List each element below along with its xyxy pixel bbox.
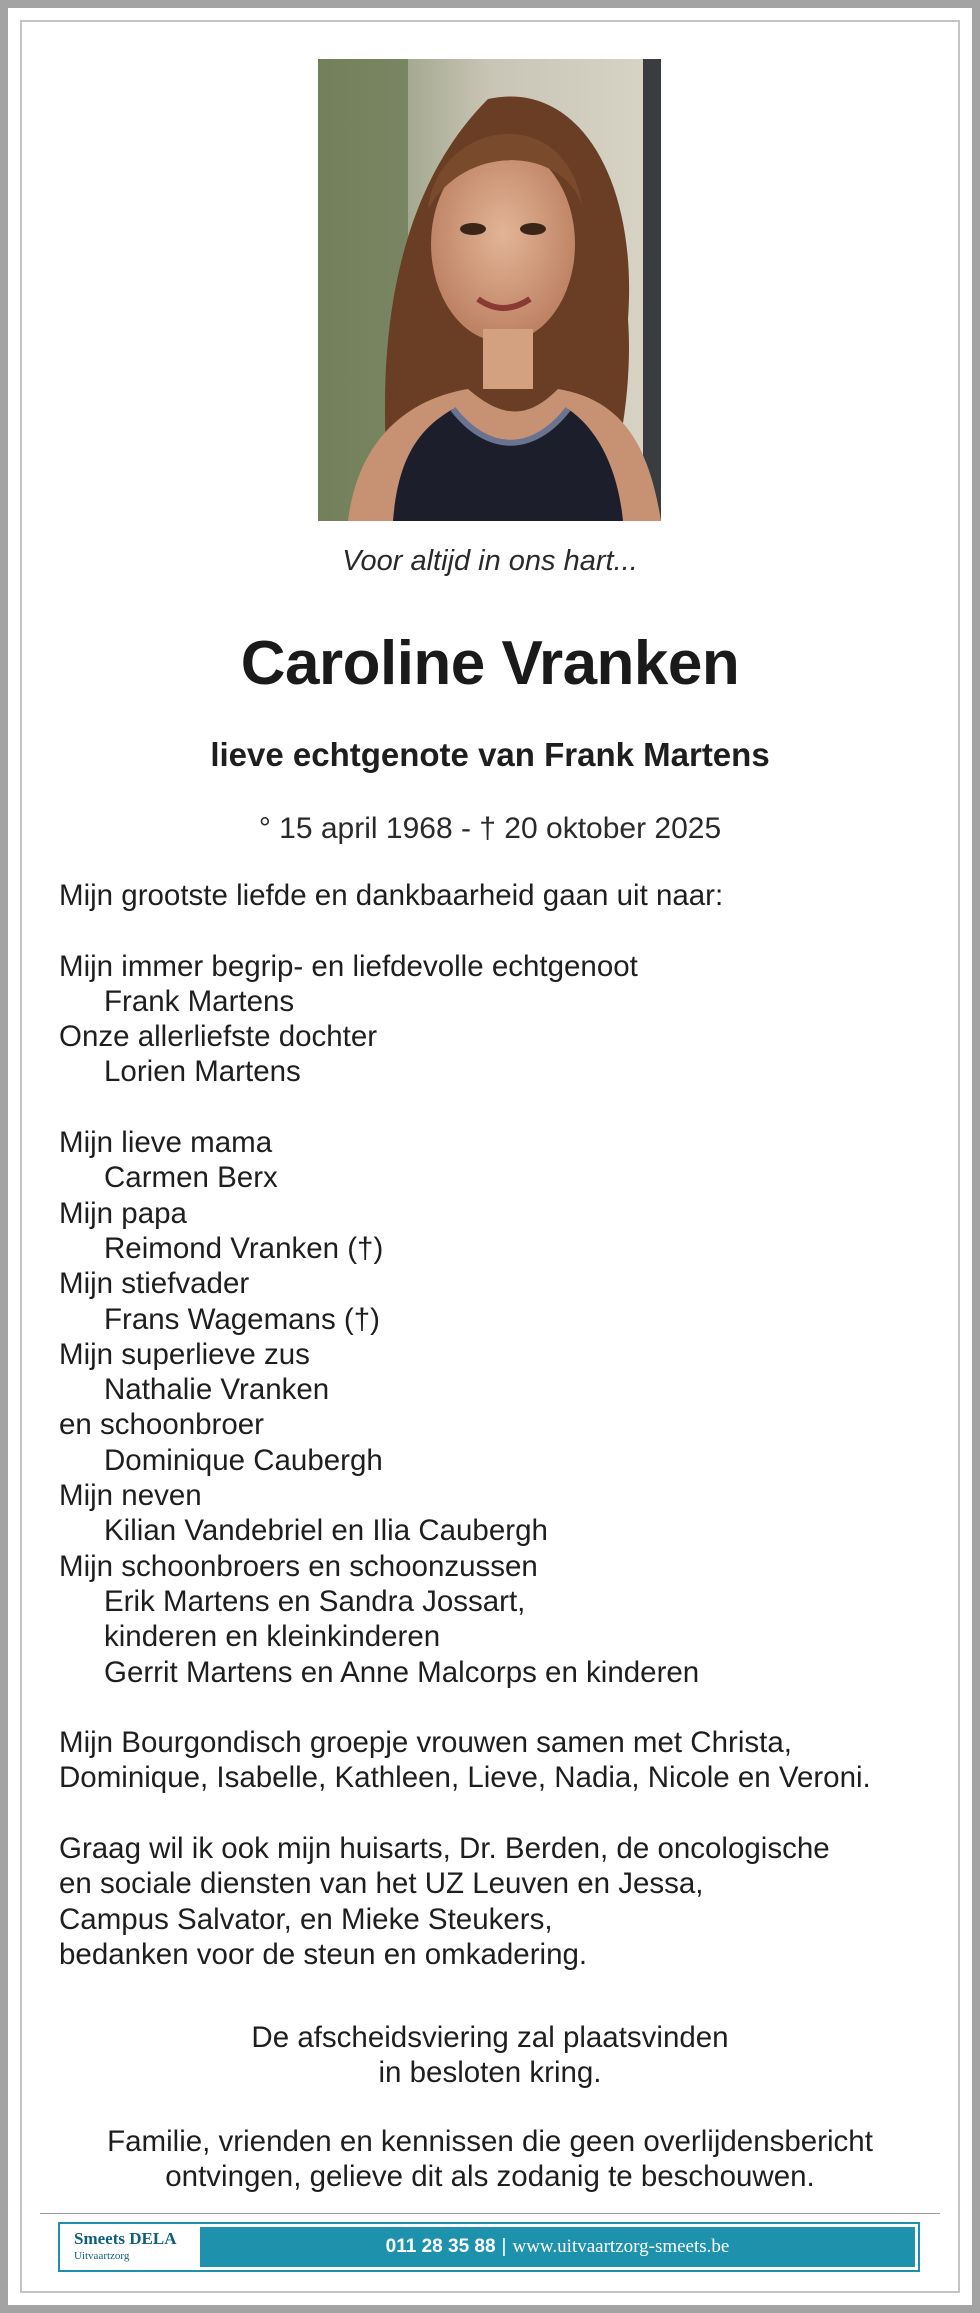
friends-line: Mijn Bourgondisch groepje vrouwen samen met Christa, xyxy=(59,1726,792,1760)
notice-line: ontvingen, gelieve dit als zodanig te beschouwen. xyxy=(165,2160,815,2194)
notice-line: Familie, vrienden en kennissen die geen overlijdensbericht xyxy=(107,2125,873,2158)
spacer xyxy=(59,913,939,948)
spacer xyxy=(59,1090,939,1125)
thanks-line: Campus Salvator, en Mieke Steukers, xyxy=(59,1902,553,1936)
ceremony-notice xyxy=(0,2020,980,2091)
relative-line: Mijn superlieve zus xyxy=(59,1337,310,1371)
notice-body xyxy=(59,878,939,1972)
family-line: Frank Martens xyxy=(104,984,295,1018)
relative-line: Carmen Berx xyxy=(104,1161,278,1195)
relative-line: Mijn stiefvader xyxy=(59,1267,250,1301)
relative-line: Reimond Vranken (†) xyxy=(104,1231,384,1265)
intro-line: Mijn grootste liefde en dankbaarheid gaan uit naar: xyxy=(59,879,724,912)
spacer xyxy=(59,1796,939,1831)
phone-number[interactable]: 011 28 35 88 xyxy=(385,2236,496,2257)
relative-line: Dominique Caubergh xyxy=(104,1443,383,1477)
ceremony-line: De afscheidsviering zal plaatsvinden xyxy=(251,2021,729,2054)
friends-line: Dominique, Isabelle, Kathleen, Lieve, Nadia, Nicole en Veroni. xyxy=(59,1761,871,1795)
spacer xyxy=(59,1690,939,1725)
relative-line: Frans Wagemans (†) xyxy=(104,1302,380,1336)
relative-line: Mijn papa xyxy=(59,1196,187,1230)
thanks-line: Graag wil ik ook mijn huisarts, Dr. Berden, de oncologische xyxy=(59,1832,830,1866)
funeral-home-footer xyxy=(58,2222,920,2272)
relative-line: Mijn neven xyxy=(59,1479,202,1513)
notification-notice xyxy=(0,2124,980,2195)
relative-line: Mijn schoonbroers en schoonzussen xyxy=(59,1549,538,1583)
website-link[interactable]: www.uitvaartzorg-smeets.be xyxy=(512,2236,730,2257)
relative-line: Mijn lieve mama xyxy=(59,1126,273,1160)
portrait-image xyxy=(318,59,661,521)
relative-line: en schoonbroer xyxy=(59,1408,265,1442)
motto: Voor altijd in ons hart... xyxy=(342,545,638,577)
portrait-photo xyxy=(318,59,661,521)
ceremony-line: in besloten kring. xyxy=(378,2056,602,2090)
relative-line: Erik Martens en Sandra Jossart, xyxy=(104,1584,526,1618)
relative-line: Kilian Vandebriel en Ilia Caubergh xyxy=(104,1514,548,1548)
relation-line: lieve echtgenote van Frank Martens xyxy=(210,736,770,773)
footer-divider xyxy=(40,2213,940,2214)
family-line: Mijn immer begrip- en liefdevolle echtgenoot xyxy=(59,949,638,983)
deceased-name: Caroline Vranken xyxy=(240,629,740,698)
logo-subtitle: Uitvaartzorg xyxy=(74,2250,130,2262)
thanks-line: en sociale diensten van het UZ Leuven en Jessa, xyxy=(59,1867,704,1901)
thanks-line: bedanken voor de steun en omkadering. xyxy=(59,1937,588,1971)
logo-brand: Smeets DELA xyxy=(74,2229,177,2248)
family-line: Lorien Martens xyxy=(104,1055,301,1089)
contact-separator: | xyxy=(501,2236,507,2257)
birth-death-dates: ° 15 april 1968 - † 20 oktober 2025 xyxy=(258,812,722,845)
relative-line: Gerrit Martens en Anne Malcorps en kinderen xyxy=(104,1655,700,1689)
relative-line: kinderen en kleinkinderen xyxy=(104,1620,441,1654)
family-line: Onze allerliefste dochter xyxy=(59,1020,378,1054)
contact-bar xyxy=(200,2227,915,2267)
relative-line: Nathalie Vranken xyxy=(104,1373,330,1407)
